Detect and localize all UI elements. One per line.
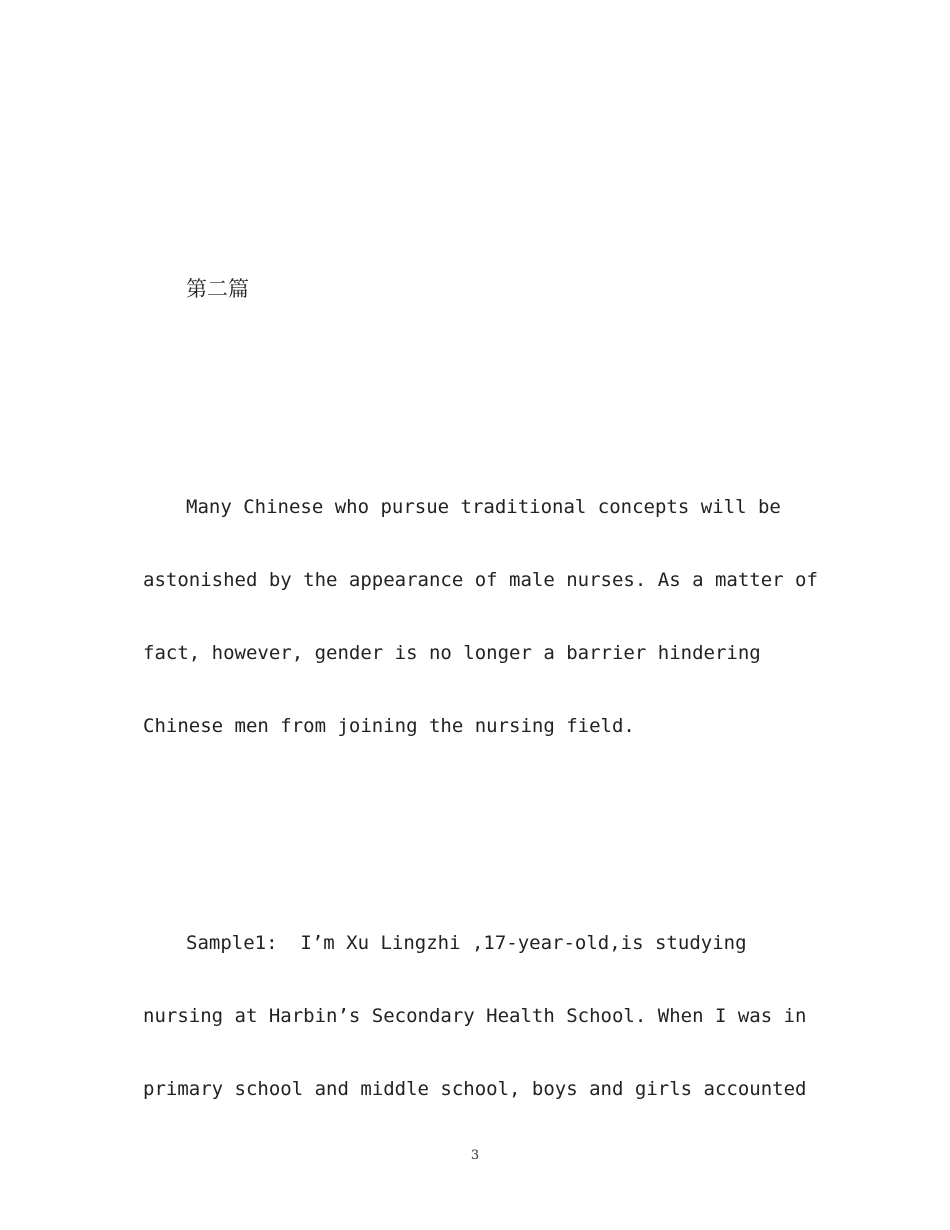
paragraph-line: Sample1: I’m Xu Lingzhi ,17-year-old,is studying bbox=[186, 932, 747, 954]
paragraph-line: fact, however, gender is no longer a barrier hindering bbox=[143, 642, 761, 664]
paragraph-line: astonished by the appearance of male nurses. As a matter of bbox=[143, 569, 818, 591]
section-heading: 第二篇 bbox=[186, 277, 249, 301]
paragraph-line: Many Chinese who pursue traditional concepts will be bbox=[186, 496, 781, 518]
paragraph-line: nursing at Harbin’s Secondary Health School. When I was in bbox=[143, 1005, 807, 1027]
page-number: 3 bbox=[470, 1148, 480, 1163]
paragraph-line: primary school and middle school, boys and girls accounted bbox=[143, 1078, 807, 1100]
paragraph-line: Chinese men from joining the nursing field. bbox=[143, 715, 635, 737]
